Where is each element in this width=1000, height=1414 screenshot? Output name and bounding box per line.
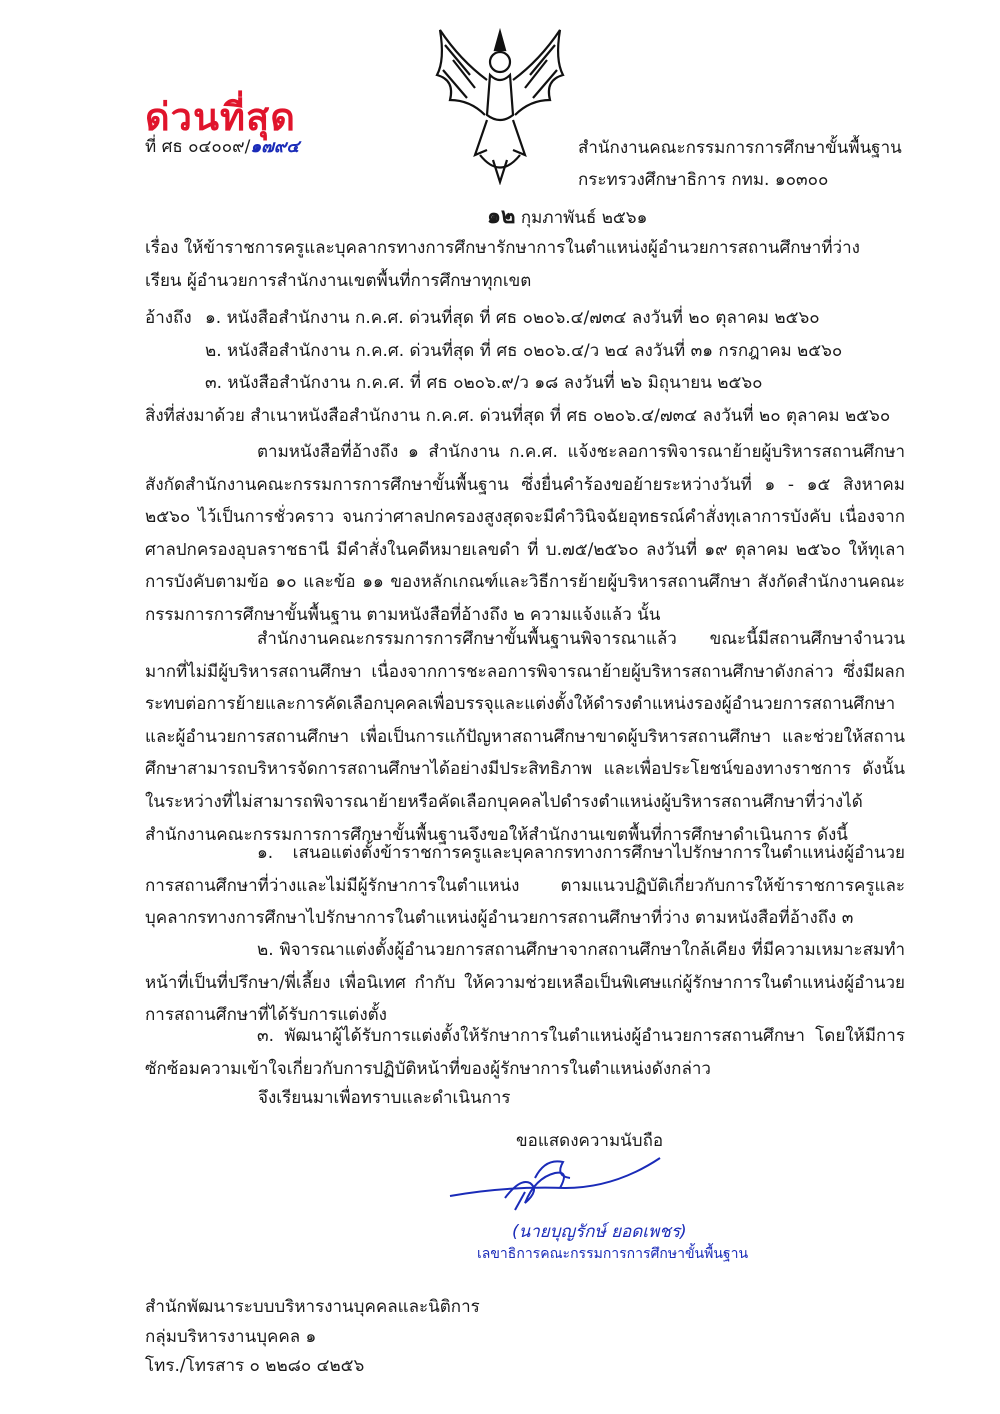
- enclosure-line: สิ่งที่ส่งมาด้วย สำเนาหนังสือสำนักงาน ก.ค.ศ. ด่วนที่สุด ที่ ศธ ๐๒๐๖.๔/๗๓๔ ลงวันที่ ๒๐ ตุลาคม ๒๕๖๐: [145, 406, 891, 426]
- body-paragraph-text: สำนักงานคณะกรรมการการศึกษาขั้นพื้นฐานพิจารณาแล้ว ขณะนี้มีสถานศึกษาจำนวนมากที่ไม่มีผู้บริหารสถานศึกษา เนื่องจากการชะลอการพิจารณาย้ายผู้บริหารสถานศึกษาดังกล่าว ซึ่งมีผลกระทบต่อการย้ายและการคัดเลือกบุคคลเพื่อบรรจุและแต่งตั้งให้ดำรงตำแหน่งรองผู้อำนวยการสถานศึกษาและผู้อำนวยการสถานศึกษา เพื่อเป็นการแก้ปัญหาสถานศึกษาขาดผู้บริหารสถานศึกษา และช่วยให้สถานศึกษาสามารถบริหารจัดการสถานศึกษาได้อย่างมีประสิทธิภาพ และเพื่อประโยชน์ของทางราชการ ดังนั้น ในระหว่างที่ไม่สามารถพิจารณาย้ายหรือคัดเลือกบุคคลไปดำรงตำแหน่งผู้บริหารสถานศึกษาที่ว่างได้ สำนักงานคณะกรรมการการศึกษาขั้นพื้นฐานจึงขอให้สำนักงานเขตพื้นที่การศึกษาดำเนินการ ดังนี้: [145, 629, 905, 845]
- subject-line: เรื่อง ให้ข้าราชการครูและบุคลากรทางการศึกษารักษาการในตำแหน่งผู้อำนวยการสถานศึกษาที่ว่าง: [145, 238, 860, 258]
- signatory-position: เลขาธิการคณะกรรมการการศึกษาขั้นพื้นฐาน: [477, 1246, 749, 1262]
- body-paragraph: [145, 623, 905, 851]
- action-item-text: ๓. พัฒนาผู้ได้รับการแต่งตั้งให้รักษาการในตำแหน่งผู้อำนวยการสถานศึกษา โดยให้มีการซักซ้อมความเข้าใจเกี่ยวกับการปฏิบัติหน้าที่ของผู้รักษาการในตำแหน่งดังกล่าว: [145, 1026, 905, 1079]
- footer-phone: โทร./โทรสาร ๐ ๒๒๘๐ ๔๒๕๖: [145, 1356, 365, 1376]
- document-number-handwritten: ๑๗๙๔: [250, 137, 300, 157]
- document-number: [145, 137, 299, 157]
- references-heading: อ้างถึง: [145, 308, 192, 328]
- urgency-stamp: ด่วนที่สุด: [145, 95, 296, 139]
- footer-group: กลุ่มบริหารงานบุคคล ๑: [145, 1327, 317, 1347]
- reference-item: ๓. หนังสือสำนักงาน ก.ค.ศ. ที่ ศธ ๐๒๐๖.๙/ว ๑๘ ลงวันที่ ๒๖ มิถุนายน ๒๕๖๐: [205, 373, 763, 393]
- action-item: [145, 1020, 905, 1085]
- footer-department: สำนักพัฒนาระบบบริหารงานบุคคลและนิติการ: [145, 1297, 480, 1317]
- document-date: [487, 204, 647, 230]
- signature-icon: [445, 1148, 665, 1220]
- action-item: [145, 837, 905, 935]
- signatory-name: (นายบุญรักษ์ ยอดเพชร): [512, 1222, 687, 1242]
- closing-salutation: ขอแสดงความนับถือ: [516, 1131, 664, 1151]
- date-day: ๑๒: [487, 204, 516, 229]
- action-item-text: ๑. เสนอแต่งตั้งข้าราชการครูและบุคลากรทางการศึกษาไปรักษาการในตำแหน่งผู้อำนวยการสถานศึกษาที่ว่างและไม่มีผู้รักษาการในตำแหน่ง ตามแนวปฏิบัติเกี่ยวกับการให้ข้าราชการครูและบุคลากรทางการศึกษาไปรักษาการในตำแหน่งผู้อำนวยการสถานศึกษาที่ว่าง ตามหนังสือที่อ้างถึง ๓: [145, 843, 905, 929]
- reference-item: ๒. หนังสือสำนักงาน ก.ค.ศ. ด่วนที่สุด ที่ ศธ ๐๒๐๖.๔/ว ๒๔ ลงวันที่ ๓๑ กรกฎาคม ๒๕๖๐: [205, 341, 843, 361]
- issuing-office: สำนักงานคณะกรรมการการศึกษาขั้นพื้นฐาน: [578, 138, 902, 158]
- body-paragraph-text: ตามหนังสือที่อ้างถึง ๑ สำนักงาน ก.ค.ศ. แจ้งชะลอการพิจารณาย้ายผู้บริหารสถานศึกษา สังกัดสำนักงานคณะกรรมการการศึกษาขั้นพื้นฐาน ซึ่งยื่นคำร้องขอย้ายระหว่างวันที่ ๑ - ๑๕ สิงหาคม ๒๕๖๐ ไว้เป็นการชั่วคราว จนกว่าศาลปกครองสูงสุดจะมีคำวินิจฉัยอุทธรณ์คำสั่งทุเลาการบังคับ เนื่องจากศาลปกครองอุบลราชธานี มีคำสั่งในคดีหมายเลขดำ ที่ บ.๗๕/๒๕๖๐ ลงวันที่ ๑๙ ตุลาคม ๒๕๖๐ ให้ทุเลาการบังคับตามข้อ ๑๐ และข้อ ๑๑ ของหลักเกณฑ์และวิธีการย้ายผู้บริหารสถานศึกษา สังกัดสำนักงานคณะกรรมการการศึกษาขั้นพื้นฐาน ตามหนังสือที่อ้างถึง ๒ ความแจ้งแล้ว นั้น: [145, 442, 905, 625]
- ministry-address: กระทรวงศึกษาธิการ กทม. ๑๐๓๐๐: [578, 170, 829, 190]
- garuda-emblem-icon: [425, 20, 575, 185]
- closing-request: จึงเรียนมาเพื่อทราบและดำเนินการ: [258, 1088, 511, 1108]
- body-paragraph: [145, 436, 905, 632]
- action-item-text: ๒. พิจารณาแต่งตั้งผู้อำนวยการสถานศึกษาจากสถานศึกษาใกล้เคียง ที่มีความเหมาะสมทำหน้าที่เป็นที่ปรึกษา/พี่เลี้ยง เพื่อนิเทศ กำกับ ให้ความช่วยเหลือเป็นพิเศษแก่ผู้รักษาการในตำแหน่งผู้อำนวยการสถานศึกษาที่ได้รับการแต่งตั้ง: [145, 940, 905, 1026]
- date-month-year: กุมภาพันธ์ ๒๕๖๑: [515, 208, 648, 228]
- recipient-line: เรียน ผู้อำนวยการสำนักงานเขตพื้นที่การศึกษาทุกเขต: [145, 271, 532, 291]
- reference-item: ๑. หนังสือสำนักงาน ก.ค.ศ. ด่วนที่สุด ที่ ศธ ๐๒๐๖.๔/๗๓๔ ลงวันที่ ๒๐ ตุลาคม ๒๕๖๐: [205, 308, 820, 328]
- action-item: [145, 934, 905, 1032]
- document-number-prefix: ที่ ศธ ๐๔๐๐๙/: [145, 137, 251, 157]
